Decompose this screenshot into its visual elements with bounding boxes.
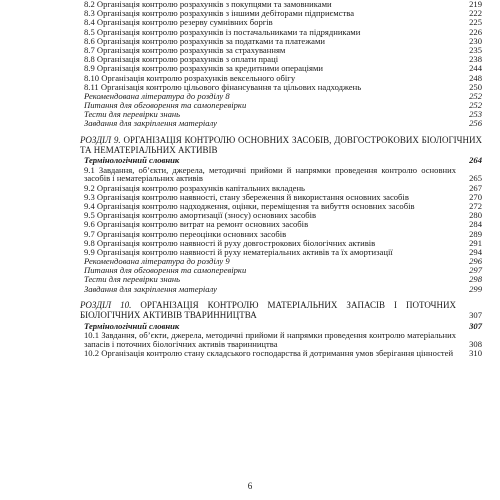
toc-entry[interactable] [70, 349, 482, 358]
toc-entry-page: 222 [469, 8, 482, 19]
toc-entry[interactable] [70, 156, 482, 165]
toc-entry-page: 256 [469, 118, 482, 129]
toc-entry-title: 9.5 Організація контролю амортизації (зносу) основних засобів [84, 210, 317, 221]
toc-entry[interactable] [70, 220, 482, 229]
chapter-10-label: РОЗДІЛ 10. [80, 300, 132, 311]
toc-entry-page: 267 [469, 182, 482, 193]
chapter-10-heading [70, 301, 482, 320]
toc-entry-page: 219 [469, 0, 482, 9]
toc-entry-page: 294 [469, 246, 482, 257]
toc-entry-page: 238 [469, 54, 482, 65]
toc-entry-title: Термінологічний словник [84, 155, 180, 166]
toc-entry-page: 264 [469, 155, 482, 166]
toc-entry-title: 10.1 Завдання, об’єкти, джерела, методичні прийоми й напрямки проведення контролю матеріальних запасів і поточних біологічних активів тваринництва [84, 329, 456, 349]
toc-entry-page: 270 [469, 191, 482, 202]
toc-entry-page: 310 [469, 347, 482, 358]
toc-entry-title: 8.5 Організація контролю розрахунків із постачальниками та підрядниками [84, 26, 361, 37]
toc-entry-title: 9.1 Завдання, об’єкти, джерела, методичні прийоми й напрямки проведення контролю основних засобів і нематеріальних активів [84, 164, 456, 184]
toc-entry-page: 253 [469, 109, 482, 120]
toc-entry[interactable] [70, 18, 482, 27]
toc-entry-title: Рекомендована література до розділу 9 [84, 256, 230, 267]
toc-entry[interactable] [70, 64, 482, 73]
toc-entry-title: 9.8 Організація контролю наявності й руху довгострокових біологічних активів [84, 237, 376, 248]
toc-entry-page: 272 [469, 200, 482, 211]
chapter-9-title: ОРГАНІЗАЦІЯ КОНТРОЛЮ ОСНОВНИХ ЗАСОБІВ, ДОВГОСТРОКОВИХ БІОЛОГІЧНИХ ТА НЕМАТЕРІАЛЬНИХ АКТИВІВ [80, 135, 482, 155]
toc-entry-page: 250 [469, 81, 482, 92]
toc-section-8-continued [70, 0, 482, 128]
toc-entry-page: 299 [469, 283, 482, 294]
toc-entry-page: 284 [469, 219, 482, 230]
toc-entry-title: Питання для обговорення та самоперевірки [84, 265, 247, 276]
toc-page [70, 0, 482, 358]
chapter-9-label: РОЗДІЛ 9. [80, 135, 121, 146]
toc-entry-title: Тести для перевірки знань [84, 109, 181, 120]
toc-entry-page: 308 [469, 338, 482, 349]
toc-entry-title: 8.10 Організація контролю розрахунків вексельного обігу [84, 72, 296, 83]
toc-entry-page: 248 [469, 72, 482, 83]
toc-entry-title: 9.6 Організація контролю витрат на ремонт основних засобів [84, 219, 309, 230]
toc-entry-title: Рекомендована література до розділу 8 [84, 90, 230, 101]
toc-chapter-10-entries [70, 322, 482, 358]
toc-entry-page: 252 [469, 100, 482, 111]
toc-entry-title: Питання для обговорення та самоперевірки [84, 100, 247, 111]
toc-entry-title: 8.6 Організація контролю розрахунків за податками та платежами [84, 35, 326, 46]
toc-entry-page: 225 [469, 17, 482, 28]
toc-entry-page: 296 [469, 256, 482, 267]
toc-entry-title: 8.9 Організація контролю розрахунків за кредитними операціями [84, 63, 324, 74]
toc-entry[interactable] [70, 275, 482, 284]
toc-chapter-9-entries [70, 156, 482, 293]
toc-entry-page: 298 [469, 274, 482, 285]
chapter-9-heading [70, 136, 482, 155]
toc-entry-title: Завдання для закріплення матеріалу [84, 283, 217, 294]
toc-entry-page: 244 [469, 63, 482, 74]
toc-entry-title: Тести для перевірки знань [84, 274, 181, 285]
toc-entry-page: 307 [469, 320, 482, 331]
toc-entry-title: 9.2 Організація контролю розрахунків капітальних вкладень [84, 182, 305, 193]
toc-entry-title: 8.7 Організація контролю розрахунків за страхуванням [84, 44, 286, 55]
toc-entry-page: 252 [469, 90, 482, 101]
chapter-10-page: 307 [469, 310, 482, 321]
toc-entry-title: 9.4 Організація контролю надходження, оцінки, переміщення та вибуття основних засобів [84, 200, 415, 211]
toc-entry-page: 235 [469, 44, 482, 55]
toc-entry-title: 9.7 Організація контролю переоцінки основних засобів [84, 228, 287, 239]
toc-entry[interactable] [70, 230, 482, 239]
toc-entry-page: 289 [469, 228, 482, 239]
toc-entry-title: 9.9 Організація контролю наявності й руху нематеріальних активів та їх амортизації [84, 246, 393, 257]
toc-entry[interactable] [70, 119, 482, 128]
toc-entry-title: 9.3 Організація контролю наявності, стану збереження й використання основних засобів [84, 191, 409, 202]
toc-entry-title: 8.2 Організація контролю розрахунків з покупцями та замовниками [84, 0, 332, 9]
page-number: 6 [247, 481, 253, 491]
toc-entry-page: 226 [469, 26, 482, 37]
toc-entry-page: 297 [469, 265, 482, 276]
toc-entry-title: Термінологічний словник [84, 320, 180, 331]
toc-entry-page: 230 [469, 35, 482, 46]
toc-entry-title: 8.3 Організація контролю розрахунків з іншими дебіторами підприємства [84, 8, 355, 19]
toc-entry[interactable] [70, 331, 482, 349]
toc-entry-page: 291 [469, 237, 482, 248]
toc-entry-page: 265 [469, 173, 482, 184]
toc-entry-title: 10.2 Організація контролю стану складського господарства й дотримання умов зберігання цінностей [84, 347, 454, 358]
toc-entry[interactable] [70, 285, 482, 294]
toc-entry-title: Завдання для закріплення матеріалу [84, 118, 217, 129]
toc-entry[interactable] [70, 166, 482, 184]
toc-entry-page: 280 [469, 210, 482, 221]
toc-entry-title: 8.11 Організація контролю цільового фінансування та цільових надходжень [84, 81, 362, 92]
toc-entry[interactable] [70, 74, 482, 83]
toc-entry-title: 8.4 Організація контролю резерву сумнівних боргів [84, 17, 273, 28]
toc-entry-title: 8.8 Організація контролю розрахунків з оплати праці [84, 54, 279, 65]
chapter-10-title: ОРГАНІЗАЦІЯ КОНТРОЛЮ МАТЕРІАЛЬНИХ ЗАПАСІВ І ПОТОЧНИХ БІОЛОГІЧНИХ АКТИВІВ ТВАРИННИЦТВА [80, 300, 456, 321]
